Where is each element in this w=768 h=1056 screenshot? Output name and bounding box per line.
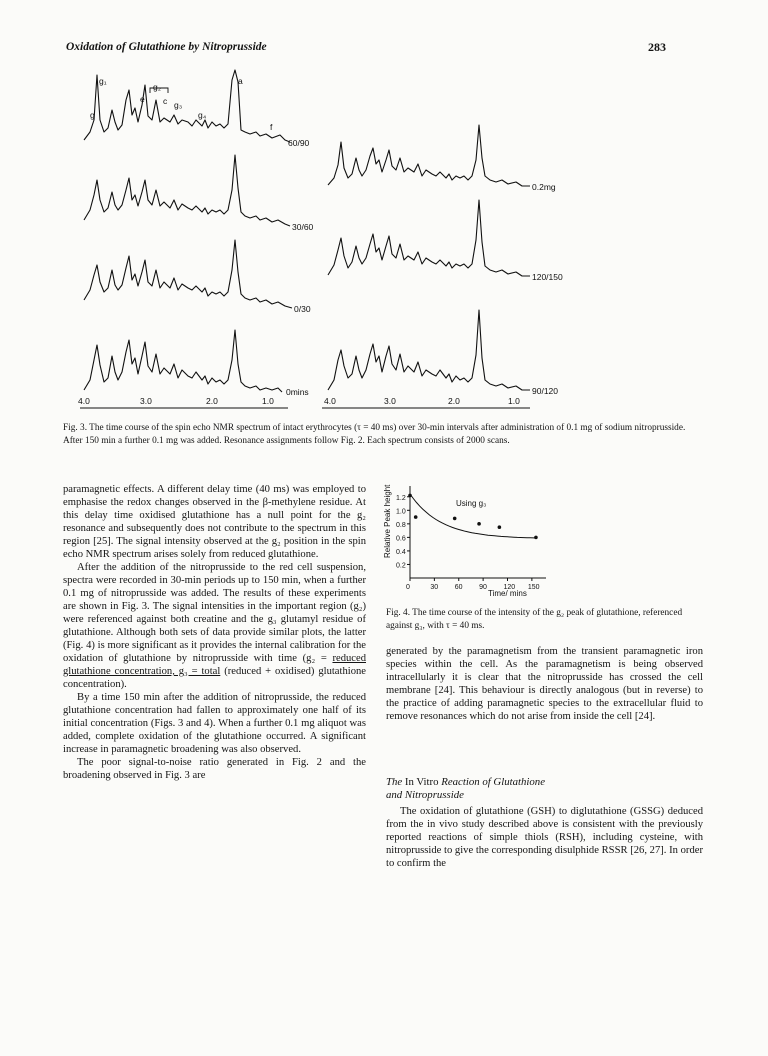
spectrum-label-30-60: 30/60 [292,222,314,232]
spectrum-label-0-30: 0/30 [294,304,311,314]
y-tick-label: 0.2 [396,562,406,570]
peak-label-a: a [238,76,243,86]
peak-label-c: c [163,96,168,106]
peak-label-f: f [270,122,273,132]
axis-tick-right-3: 3.0 [384,396,396,406]
axis-tick-right-2: 2.0 [448,396,460,406]
data-point [414,515,418,519]
section-heading-line2: and Nitroprusside [386,789,464,801]
spectrum-0-30 [84,240,292,308]
spectrum-label-60-90: 60/90 [288,138,310,148]
paragraph-text: After the addition of the nitroprusside to the red cell suspension, spectra were recorded in 30-min periods up to 150 min, when a further 0.1 mg of nitroprusside was added. The results of these experiments are shown in Fig. 3. The signal intensities in the important region (g₂) were referenced against both creatine and the g₃ glutamyl residue of glutathione. Although both sets of data provide similar plots, the latter (Fig. 4) is more significant as it provides the internal calibration for the oxidation of glutathione by nitroprusside with time (g₂ = [63,562,366,664]
axis-tick-left-4: 4.0 [78,396,90,406]
spectrum-30-60 [84,155,290,226]
paragraph [63,561,366,691]
axis-tick-right-1: 1.0 [508,396,520,406]
paragraph: The oxidation of glutathione (GSH) to diglutathione (GSSG) deduced from the in vivo study described above is consistent with the previously reported reactions of simple thiols (RSH), including cysteine, with nitroprusside to give the corresponding disulphide RSSR [26, 27]. In order to confirm the [386,806,703,869]
spectrum-label-90-120: 90/120 [532,386,558,396]
section-heading-part: The [386,776,405,788]
peak-label-g2: g₂ [153,82,162,92]
spectrum-label-0-2mg: 0.2mg [532,182,556,192]
axis-tick-left-3: 3.0 [140,396,152,406]
section-heading [386,776,703,802]
peak-label-g1: g₁ [99,76,107,86]
data-point [408,494,412,498]
axis-tick-left-2: 2.0 [206,396,218,406]
figure-4-caption: Fig. 4. The time course of the intensity of the g₂ peak of glutathione, referenced against g₃, with τ = 40 ms. [386,608,683,631]
spectrum-120-150 [328,200,530,276]
y-tick-label: 0.4 [396,548,406,556]
data-point [477,522,481,526]
x-tick-label: 60 [454,584,463,591]
peak-label-g4: g₄ [198,110,207,120]
section-heading-in-vitro: In Vitro [404,776,439,788]
x-tick-label: 90 [479,584,487,591]
y-axis-label: Relative Peak height [383,484,392,558]
x-axis-label: Time/ mins [488,589,527,598]
axis-tick-right-4: 4.0 [324,396,336,406]
peak-label-g: g [90,110,95,120]
left-column [63,483,366,782]
spectrum-0-2mg [328,125,530,186]
spectrum-60-90 [84,70,290,142]
x-tick-label: 120 [503,584,516,591]
axis-tick-left-1: 1.0 [262,396,274,406]
spectrum-0mins [84,330,282,392]
spectrum-label-0mins: 0mins [286,387,309,397]
x-tick-label: 150 [527,584,540,591]
page-number: 283 [648,40,666,54]
figure-3-nmr-spectra [60,60,710,420]
data-point [534,536,538,540]
paragraph: By a time 150 min after the addition of nitroprusside, the reduced glutathione concentration had fallen to approximately one half of its initial concentration (Figs. 3 and 4). When a further 0.1 mg aliquot was added, complete oxidation of the glutathione occurred. A significant increase in paramagnetic broadening was also observed. [63,692,366,755]
fraction-denominator: (reduced + oxidised) glutathione concentration). [63,666,366,690]
y-tick-label: 1.0 [396,508,406,516]
running-title: Oxidation of Glutathione by Nitroprusside [66,41,267,53]
y-tick-label: 1.2 [396,494,406,502]
fraction-numerator: reduced glutathione concentration, g₃ = total [63,653,366,677]
figure-4-chart [380,478,610,600]
figure-3-caption: Fig. 3. The time course of the spin echo NMR spectrum of intact erythrocytes (τ = 40 ms) over 30-min intervals after administration of 0.1 mg of sodium nitroprusside. After 150 min a further 0.1 mg was added. Resonance assignments follow Fig. 2. Each spectrum consists of 2000 scans. [63,423,686,446]
chart-annotation: Using g₃ [456,499,487,508]
spectrum-label-120-150: 120/150 [532,272,563,282]
peak-label-g3: g₃ [174,100,183,110]
data-point [453,517,457,521]
y-tick-label: 0.6 [396,535,406,543]
spectrum-90-120 [328,310,530,390]
x-tick-label: 0 [406,584,410,591]
paragraph: The poor signal-to-noise ratio generated in Fig. 2 and the broadening observed in Fig. 3 are [63,757,366,781]
data-point [498,525,502,529]
section-heading-part: Reaction of Glutathione [438,776,545,788]
paragraph: paramagnetic effects. A different delay time (40 ms) was employed to emphasise the redox changes observed in the β-methylene residue. At this delay time oxidised glutathione has a null point for the g₂ resonance and subsequently does not contribute to the spectrum in this region [25]. The signal intensity observed at the g₂ position in the spin echo NMR spectrum arises solely from reduced glutathione. [63,484,366,560]
peak-label-e: e [140,94,145,104]
y-tick-label: 0.8 [396,521,406,529]
right-column-paragraph-2 [386,805,703,870]
right-column-paragraph-1: generated by the paramagnetism from the transient paramagnetic iron species within the cell. As the paramagnetism is being observed intracellularly it is clear that the nitroprusside has crossed the cell membrane [24]. This behaviour is directly analogous (but in reverse) to the practice of adding paramagnetic species to the extracellular fluid to remove resonances which do not arise from inside the cell [24]. [386,646,703,722]
x-tick-label: 30 [430,584,439,591]
